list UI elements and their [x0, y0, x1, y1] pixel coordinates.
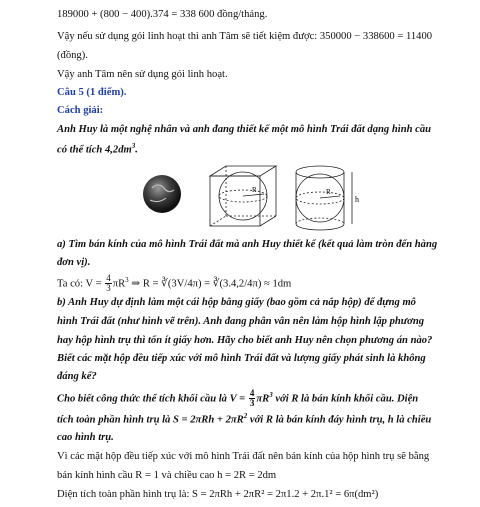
given-line-3: cao hình trụ. — [57, 432, 114, 443]
figure-illustration — [140, 162, 370, 237]
cylinder-figure — [296, 166, 352, 230]
calc-line: 189000 + (800 − 400).374 = 338 600 đồng/tháng. — [57, 9, 268, 20]
question-b-line-5: đáng kể? — [57, 371, 97, 382]
question-b-line-1: b) Anh Huy dự định làm một cái hộp bằng giấy (bao gồm cả nắp hộp) để đựng mô — [57, 297, 416, 308]
question-b-line-4: Biết các mặt hộp đều tiếp xúc với mô hình Trái đất và lượng giấy phát sinh là không — [57, 353, 426, 364]
area-result-line: Diện tích toàn phần hình trụ là: S = 2πRh + 2πR² = 2π1.2 + 2π.1² = 6π(dm²) — [57, 489, 379, 500]
figures — [140, 162, 370, 237]
conclusion-line: Vậy anh Tâm nên sử dụng gói linh hoạt. — [57, 69, 228, 80]
question-a-line-1: a) Tìm bán kính của mô hình Trái đất mà anh Huy thiết kế (kết quả làm tròn đến hàng — [57, 239, 438, 250]
currency-line: (đồng). — [57, 50, 88, 61]
question-a-line-2: đơn vị). — [57, 257, 91, 268]
problem-line-2: có thể tích $4,2dm^3$. — [57, 142, 138, 156]
given-line-2: tích toàn phần hình trụ là $S = 2\pi Rh + 2\pi R^2$ với R là bán kính đáy hình trụ, h là chiều — [57, 412, 432, 426]
reason-line-2: bán kính hình cầu R = 1 và chiều cao h = 2R = 2dm — [57, 470, 277, 481]
given-line-1: Cho biết công thức thể tích khối cầu là V = $\frac{4}{3}$ $\pi R^3$ với R là bán kính khối cầu. Diện — [57, 388, 419, 409]
problem-line-1: Anh Huy là một nghệ nhân và anh đang thiết kế một mô hình Trái đất dạng hình cầu — [57, 124, 432, 135]
solution-heading: Cách giải: — [57, 105, 104, 116]
question-b-line-2: hình Trái đất (như hình vẽ trên). Anh đang phân vân nên làm hộp hình lập phương — [57, 316, 425, 327]
formula-line: Ta có: V = $\frac{4}{3}$ $\pi R^3$ ⇒ R = ∛(3V/4π) = ∛(3.4,2/4π) ≈ 1dm — [57, 273, 292, 294]
cylinder-radius-label: R — [326, 188, 331, 196]
saving-line: Vậy nếu sử dụng gói linh hoạt thì anh Tâm sẽ tiết kiệm được: 350000 − 338600 = 11400 — [57, 31, 433, 42]
question-5-heading: Câu 5 (1 điểm). — [57, 87, 127, 98]
fraction: $\frac{4}{3}$ — [106, 273, 111, 294]
question-b-line-3: hay hộp hình trụ thì tốn ít giấy hơn. Hãy cho biết anh Huy nên chọn phương án nào? — [57, 335, 433, 346]
globe-icon — [143, 175, 181, 213]
cube-radius-label: R — [252, 186, 257, 194]
cube-figure — [210, 166, 276, 226]
cylinder-height-label: h — [355, 195, 359, 204]
reason-line-1: Vì các mặt hộp đều tiếp xúc với mô hình Trái đất nên bán kính của hộp hình trụ sẽ bằng — [57, 451, 430, 462]
